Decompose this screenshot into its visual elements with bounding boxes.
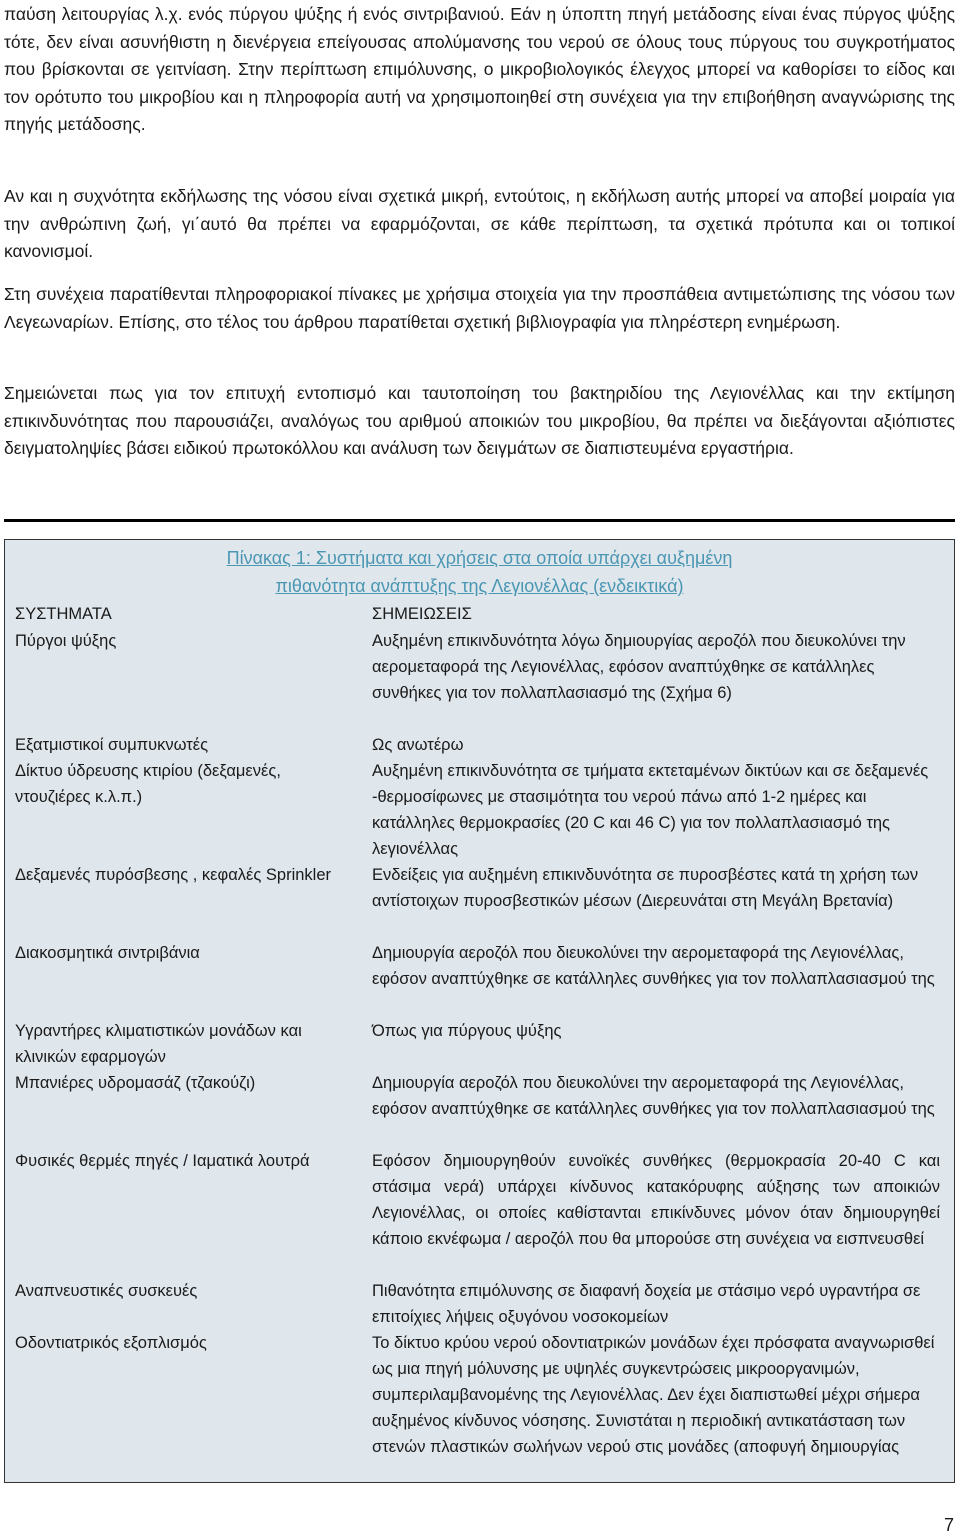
table-caption-line1: Συστήματα και χρήσεις στα οποία υπάρχει αυξημένη [315, 548, 733, 568]
note-cell: Πιθανότητα επιμόλυνσης σε διαφανή δοχεία με στάσιμο νερό υγραντήρα σε επιτοίχιες λήψεις οξυγόνου νοσοκομείων [372, 1282, 921, 1326]
note-cell: Αυξημένη επικινδυνότητα λόγω δημιουργίας αεροζόλ που διευκολύνει την αερομεταφορά της Λεγιονέλλας, εφόσον αναπτύχθηκε σε κατάλληλες συνθήκες για τον πολλαπλασιασμό της (Σχήμα 6) [372, 632, 906, 702]
system-cell: Φυσικές θερμές πηγές / Ιαματικά λουτρά [15, 1152, 310, 1170]
system-cell: Υγραντήρες κλιματιστικών μονάδων και κλινικών εφαρμογών [15, 1022, 302, 1066]
note-cell: Ενδείξεις για αυξημένη επικινδυνότητα σε πυροσβέστες κατά τη χρήση των αντίστοιχων πυροσβεστικών μέσων (Διερευνάται στη Μεγάλη Βρετανία) [372, 866, 919, 910]
table-caption-label: Πίνακας 1: [226, 548, 311, 568]
note-cell: Όπως για πύργους ψύξης [372, 1022, 562, 1040]
system-cell: Εξατμιστικοί συμπυκνωτές [15, 736, 209, 754]
note-cell: Εφόσον δημιουργηθούν ευνοϊκές συνθήκες (θερμοκρασία 20-40 C και στάσιμα νερά) υπάρχει κίνδυνος κατακόρυφης αύξησης των αποικιών Λεγιονέλλας, οι οποίες καθίστανται επικίνδυνες μόνον όταν δημιουργηθεί κάποιο εκνέφωμα / αεροζόλ που θα μπορούσε στη συνέχεια να εισπνευσθεί [372, 1152, 940, 1248]
paragraph-tables-intro: Στη συνέχεια παρατίθενται πληροφοριακοί πίνακες με χρήσιμα στοιχεία για την προσπάθεια αντιμετώπισης της νόσου των Λεγεωναρίων. Επίσης, στο τέλος του άρθρου παρατίθεται σχετική βιβλιογραφία για πληρέστερη ενημέρωση. [4, 284, 955, 332]
system-cell: Δίκτυο ύδρευσης κτιρίου (δεξαμενές, ντουζιέρες κ.λ.π.) [15, 762, 281, 806]
header-systems: ΣΥΣΤΗΜΑΤΑ [15, 605, 112, 623]
note-cell: Ως ανωτέρω [372, 736, 464, 754]
page-number: 7 [943, 1515, 954, 1535]
paragraph-sampling: Σημειώνεται πως για τον επιτυχή εντοπισμό και ταυτοποίηση του βακτηριδίου της Λεγιονέλλας και την εκτίμηση επικινδυνότητας που παρουσιάζει, αναλόγως του αριθμού αποικιών του μικροβίου, θα πρέπει να διεξάγονται αξιόπιστες δειγματοληψίες βάσει ειδικού πρωτοκόλλου και ανάλυση των δειγμάτων σε διαπιστευμένα εργαστήρια. [4, 383, 955, 458]
note-cell: Αυξημένη επικινδυνότητα σε τμήματα εκτεταμένων δικτύων και σε δεξαμενές -θερμοσίφωνες με στασιμότητα του νερού πάνω από 1-2 ημέρες και κατάλληλες θερμοκρασίες (20 C και 46 C) για τον πολλαπλασιασμό της λεγιονέλλας [372, 762, 929, 858]
paragraph-transmission: παύση λειτουργίας λ.χ. ενός πύργου ψύξης ή ενός σιντριβανιού. Εάν η ύποπτη πηγή μετάδοσης είναι ένας πύργος ψύξης τότε, δεν είναι ασυνήθιστη η διενέργεια επείγουσας απολύμανσης του νερού σε όλους τους πύργους του συγκροτήματος που βρίσκονται σε γειτνίαση. Στην περίπτωση επιμόλυνσης, ο μικροβιολογικός έλεγχος μπορεί να καθορίσει το είδος και τον ορότυπο του μικροβίου και η πληροφορία αυτή να χρησιμοποιηθεί στη συνέχεια για την επιβοήθηση αναγνώρισης της πηγής μετάδοσης. [4, 4, 955, 134]
system-cell: Αναπνευστικές συσκευές [15, 1282, 198, 1300]
note-cell: Δημιουργία αεροζόλ που διευκολύνει την αερομεταφορά της Λεγιονέλλας, εφόσον αναπτύχθηκε σε κατάλληλες συνθήκες για τον πολλαπλασιασμού της [372, 944, 935, 988]
system-cell: Μπανιέρες υδρομασάζ (τζακούζι) [15, 1074, 256, 1092]
system-cell: Διακοσμητικά σιντριβάνια [15, 944, 200, 962]
table-caption [5, 544, 954, 600]
section-divider [4, 519, 955, 522]
paragraph-frequency: Αν και η συχνότητα εκδήλωσης της νόσου είναι σχετικά μικρή, εντούτοις, η εκδήλωση αυτής μπορεί να αποβεί μοιραία για την ανθρώπινη ζωή, γι΄αυτό θα πρέπει να εφαρμόζονται, σε κάθε περίπτωση, τα σχετικά πρότυπα και οι τοπικοί κανονισμοί. [4, 186, 955, 261]
table-caption-line2: πιθανότητα ανάπτυξης της Λεγιονέλλας (ενδεικτικά) [275, 576, 684, 596]
note-cell: Δημιουργία αεροζόλ που διευκολύνει την αερομεταφορά της Λεγιονέλλας, εφόσον αναπτύχθηκε σε κατάλληλες συνθήκες για τον πολλαπλασιασμού της [372, 1074, 935, 1118]
system-cell: Οδοντιατρικός εξοπλισμός [15, 1334, 207, 1352]
system-cell: Πύργοι ψύξης [15, 632, 117, 650]
system-cell: Δεξαμενές πυρόσβεσης , κεφαλές Sprinkler [15, 866, 332, 884]
header-notes: ΣΗΜΕΙΩΣΕΙΣ [372, 605, 472, 623]
table-1 [4, 539, 955, 1483]
note-cell: Το δίκτυο κρύου νερού οδοντιατρικών μονάδων έχει πρόσφατα αναγνωρισθεί ως μια πηγή μόλυνσης με υψηλές συγκεντρώσεις μικροοργανιμών, συμπεριλαμβανομένης της Λεγιονέλλας. Δεν έχει διαπιστωθεί μέχρι σήμερα αυξημένος κίνδυνος νόσησης. Συνιστάται η περιοδική αντικατάσταση των στενών πλαστικών σωλήνων νερού στις μονάδες (αποφυγή δημιουργίας [372, 1334, 935, 1456]
